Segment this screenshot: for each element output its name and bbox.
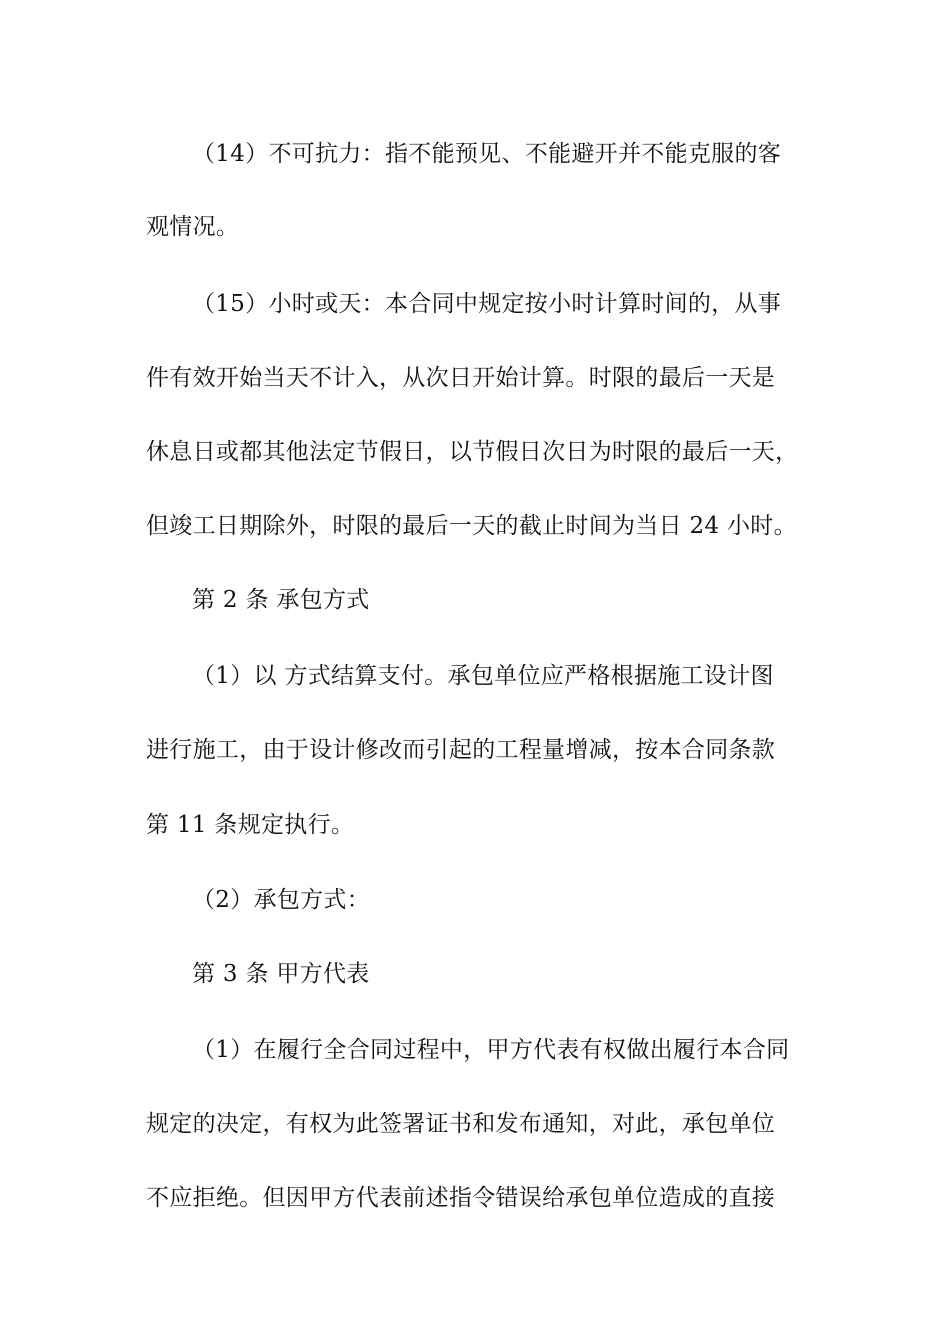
paragraph-15-line-3: 休息日或都其他法定节假日，以节假日次日为时限的最后一天， bbox=[146, 439, 799, 465]
article-3-clause-1-line-2: 规定的决定，有权为此签署证书和发布通知，对此，承包单位 bbox=[146, 1111, 776, 1137]
article-2-clause-1-line-3: 第 11 条规定执行。 bbox=[146, 812, 355, 838]
paragraph-15-line-4: 但竣工日期除外，时限的最后一天的截止时间为当日 24 小时。 bbox=[146, 513, 797, 539]
article-3-clause-1-line-1: （1）在履行全合同过程中，甲方代表有权做出履行本合同 bbox=[192, 1037, 790, 1063]
paragraph-15-line-2: 件有效开始当天不计入，从次日开始计算。时限的最后一天是 bbox=[146, 365, 776, 391]
article-2-clause-1-line-1: （1）以 方式结算支付。承包单位应严格根据施工设计图 bbox=[192, 663, 774, 689]
article-2-heading: 第 2 条 承包方式 bbox=[192, 587, 370, 613]
article-3-heading: 第 3 条 甲方代表 bbox=[192, 961, 370, 987]
paragraph-14-line-1: （14）不可抗力：指不能预见、不能避开并不能克服的客 bbox=[192, 141, 782, 167]
article-2-clause-1-line-2: 进行施工，由于设计修改而引起的工程量增减，按本合同条款 bbox=[146, 737, 776, 763]
paragraph-15-line-1: （15）小时或天：本合同中规定按小时计算时间的，从事 bbox=[192, 291, 782, 317]
article-2-clause-2: （2）承包方式： bbox=[192, 887, 371, 913]
article-3-clause-1-line-3: 不应拒绝。但因甲方代表前述指令错误给承包单位造成的直接 bbox=[146, 1185, 776, 1211]
paragraph-14-line-2: 观情况。 bbox=[146, 214, 240, 240]
